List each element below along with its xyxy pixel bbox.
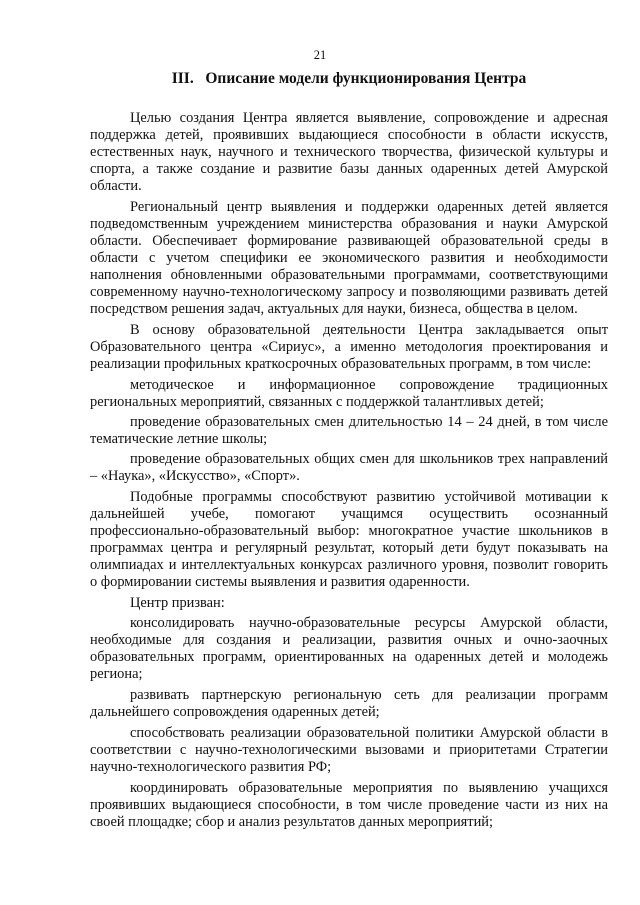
list-item-coordinate-events: координировать образовательные мероприятия по выявлению учащихся проявивших выдающиеся способности, в том числе проведение части из них на своей площадке; сбор и анализ результатов данных мероприятий; (90, 780, 608, 830)
page-number: 21 (313, 48, 327, 62)
list-item-general-shifts: проведение образовательных общих смен для школьников трех направлений – «Наука», «Искусство», «Спорт». (90, 451, 608, 484)
paragraph-center-mission: Центр призван: (130, 595, 225, 611)
list-item-education-policy: способствовать реализации образовательной политики Амурской области в соответствии с научно-технологическими вызовами и приоритетами Стратегии научно-технологического развития РФ; (90, 725, 608, 775)
list-item-partner-network: развивать партнерскую региональную сеть для реализации программ дальнейшего сопровождения одаренных детей; (90, 687, 608, 720)
paragraph-purpose: Целью создания Центра является выявление, сопровождение и адресная поддержка детей, проявивших выдающиеся способности в области искусств, естественных наук, научного и технического творчества, физической культуры и спорта, а также создание и развитие базы данных одаренных детей Амурской области. (90, 110, 608, 194)
document-body (90, 110, 608, 835)
paragraph-motivation: Подобные программы способствуют развитию устойчивой мотивации к дальнейшей учебе, помогают учащимся осуществить осознанный профессионально-образовательный выбор: многократное участие школьников в программах центра и регулярный результат, который дети будут показывать на олимпиадах и интеллектуальных конкурсах различного уровня, позволит говорить о формировании системы выявления и развития одаренности. (90, 489, 608, 590)
section-heading (90, 70, 608, 88)
section-number: III. (171, 70, 194, 87)
list-item-methodical-support: методическое и информационное сопровождение традиционных региональных мероприятий, связанных с поддержкой талантливых детей; (90, 377, 608, 410)
list-item-educational-shifts: проведение образовательных смен длительностью 14 – 24 дней, в том числе тематические летние школы; (90, 414, 608, 447)
section-title: Описание модели функционирования Центра (205, 70, 527, 87)
paragraph-regional-center: Региональный центр выявления и поддержки одаренных детей является подведомственным учреждением министерства образования и науки Амурской области. Обеспечивает формирование развивающей образовательной среды в области с учетом специфики ее экономического развития и необходимости наполнения обновленными образовательными программами, соответствующими современному научно-технологическому запросу и позволяющими развивать детей посредством решения задач, актуальных для науки, бизнеса, общества в целом. (90, 199, 608, 317)
list-item-consolidate: консолидировать научно-образовательные ресурсы Амурской области, необходимые для создания и реализации, развития очных и очно-заочных образовательных программ, ориентированных на одаренных детей и молодежь региона; (90, 615, 608, 682)
paragraph-sirius-basis: В основу образовательной деятельности Центра закладывается опыт Образовательного центра «Сириус», а именно методология проектирования и реализации профильных краткосрочных образовательных программ, в том числе: (90, 322, 608, 372)
